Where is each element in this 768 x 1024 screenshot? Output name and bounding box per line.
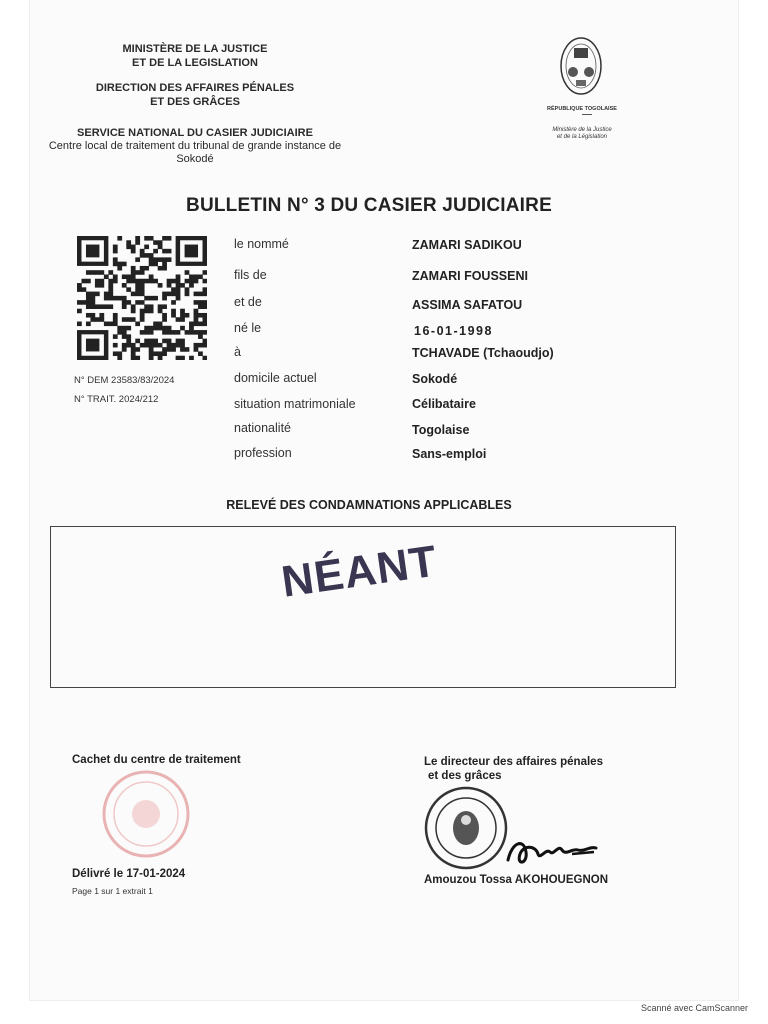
qr-code — [77, 236, 207, 360]
treatment-center-stamp-label: Cachet du centre de traitement — [72, 754, 241, 766]
value-birthplace: TCHAVADE (Tchaoudjo) — [412, 346, 554, 360]
signature-icon — [502, 824, 602, 874]
signatory-name: Amouzou Tossa AKOHOUEGNON — [424, 874, 609, 886]
value-name: ZAMARI SADIKOU — [412, 238, 522, 252]
director-title-2: et des grâces — [428, 770, 502, 782]
page-count: Page 1 sur 1 extrait 1 — [72, 886, 153, 896]
emblem-ministry-2: et de la Législation — [556, 134, 608, 140]
label-profession: profession — [234, 446, 292, 460]
label-mother: et de — [234, 295, 262, 309]
togo-emblem-icon — [556, 34, 606, 104]
official-seal-icon — [424, 786, 508, 870]
emblem-country: RÉPUBLIQUE TOGOLAISE — [547, 106, 617, 112]
label-birthplace: à — [234, 345, 241, 359]
bulletin-title: BULLETIN N° 3 DU CASIER JUDICIAIRE — [186, 195, 552, 216]
center-name: Centre local de traitement du tribunal de grande instance de — [48, 140, 342, 152]
value-address: Sokodé — [412, 372, 458, 386]
label-address: domicile actuel — [234, 371, 317, 385]
director-title-1: Le directeur des affaires pénales — [424, 756, 603, 768]
neant-stamp: NÉANT — [278, 536, 441, 607]
dem-number: N° DEM 23583/83/2024 — [74, 375, 175, 386]
label-birthdate: né le — [234, 321, 262, 335]
value-father: ZAMARI FOUSSENI — [412, 269, 528, 283]
label-nationality: nationalité — [234, 421, 291, 435]
label-father: fils de — [234, 268, 267, 282]
ministry-name-2: ET DE LA LEGISLATION — [132, 57, 258, 69]
convictions-title: RELEVÉ DES CONDAMNATIONS APPLICABLES — [226, 498, 512, 512]
value-birthdate: 16-01-1998 — [414, 324, 493, 338]
value-marital: Célibataire — [412, 397, 476, 411]
value-profession: Sans-emploi — [412, 447, 487, 461]
value-mother: ASSIMA SAFATOU — [412, 298, 523, 312]
label-marital: situation matrimoniale — [234, 397, 356, 411]
service-name: SERVICE NATIONAL DU CASIER JUDICIAIRE — [77, 127, 313, 139]
delivery-date: Délivré le 17-01-2024 — [72, 868, 186, 880]
value-nationality: Togolaise — [412, 423, 470, 437]
center-city: Sokodé — [176, 153, 214, 165]
trait-number: N° TRAIT. 2024/212 — [74, 394, 159, 405]
direction-name-2: ET DES GRÂCES — [150, 96, 240, 108]
scanner-watermark: Scanné avec CamScanner — [640, 1003, 748, 1013]
ministry-name-1: MINISTÈRE DE LA JUSTICE — [122, 43, 268, 55]
emblem-divider — [582, 114, 592, 115]
label-name: le nommé — [234, 237, 289, 251]
center-seal-icon — [100, 768, 192, 860]
direction-name-1: DIRECTION DES AFFAIRES PÉNALES — [95, 82, 295, 94]
emblem-ministry-1: Ministère de la Justice — [552, 127, 612, 133]
